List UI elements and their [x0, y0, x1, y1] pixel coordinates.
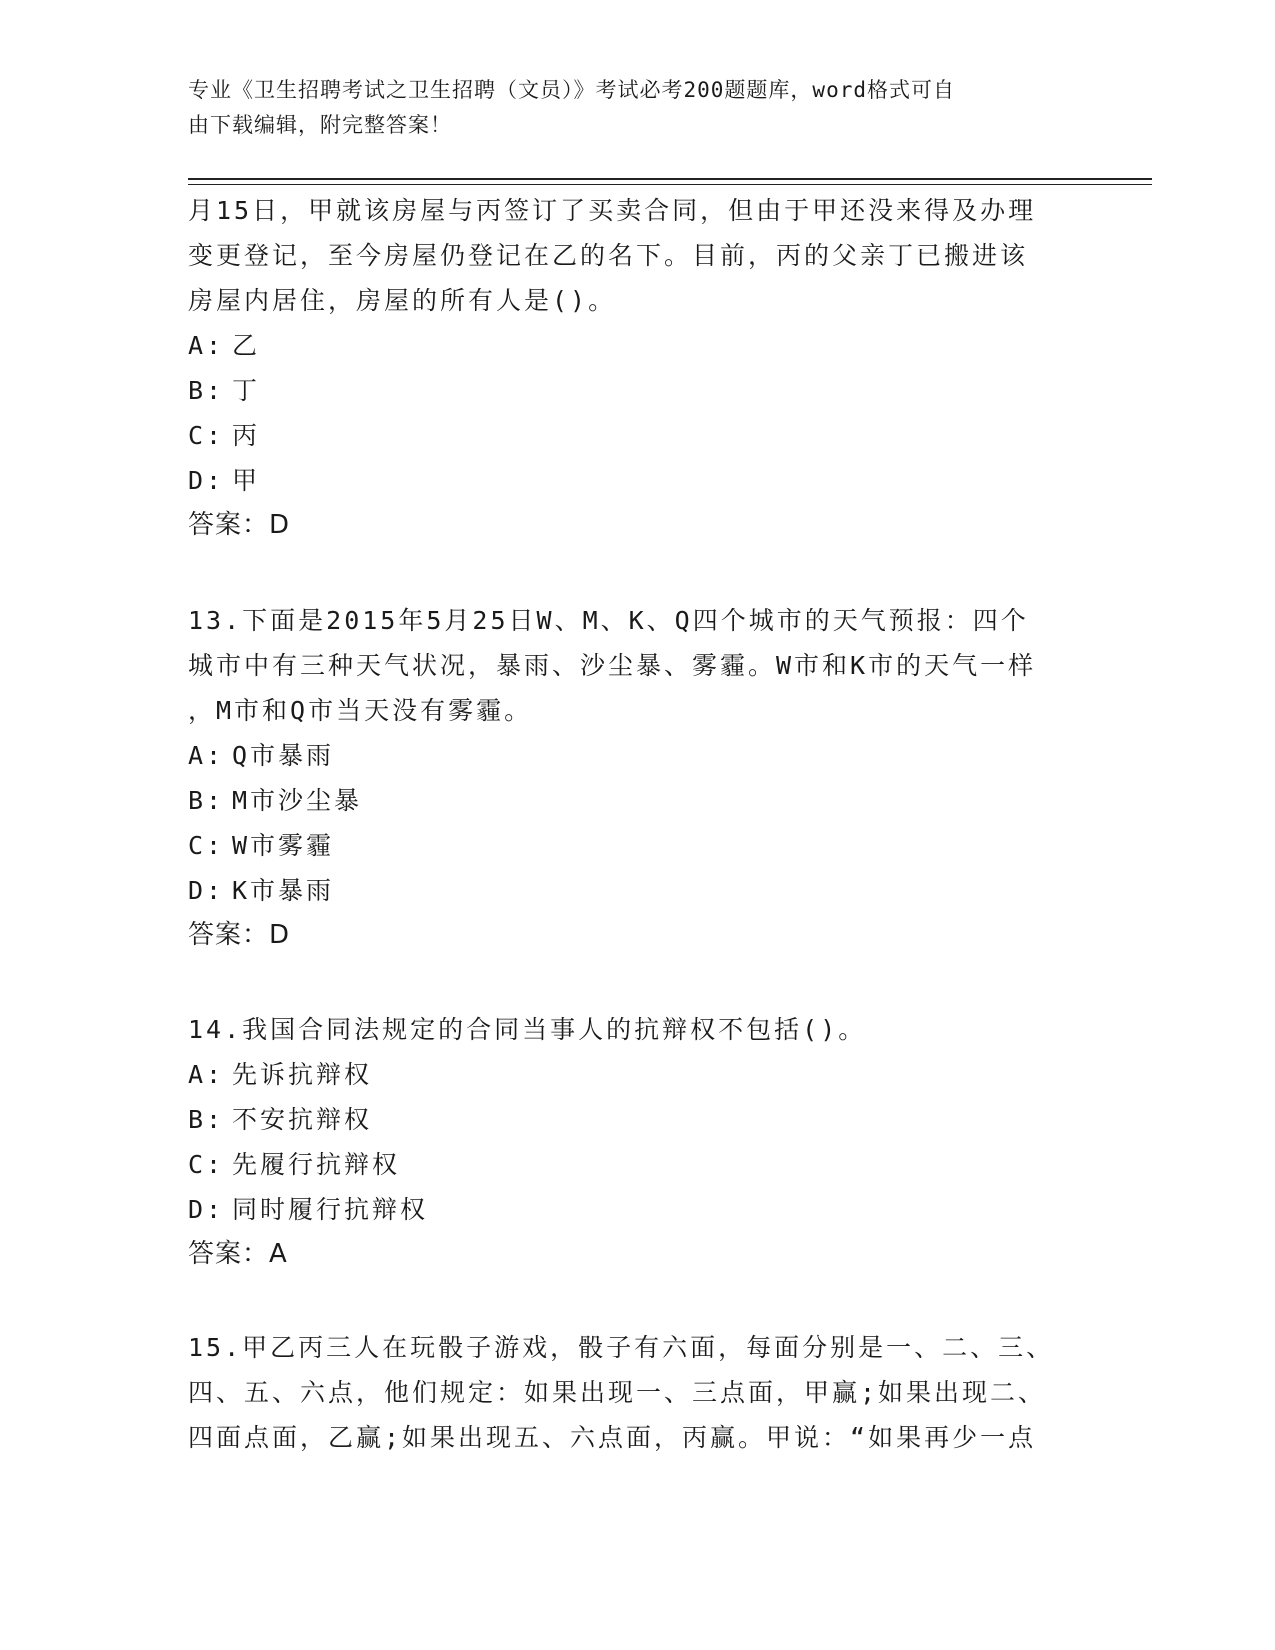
question-text-line: 城市中有三种天气状况，暴雨、沙尘暴、雾霾。W市和K市的天气一样 [188, 651, 1037, 680]
option-d: D: K市暴雨 [188, 876, 335, 905]
question-block-14 [188, 1007, 1088, 1277]
option-d: D: 同时履行抗辩权 [188, 1195, 429, 1224]
option-c: C: 先履行抗辩权 [188, 1150, 401, 1179]
answer-line: 答案：A [188, 1239, 288, 1269]
option-b: B: 不安抗辩权 [188, 1105, 373, 1134]
option-a: A: Q市暴雨 [188, 741, 335, 770]
option-d: D: 甲 [188, 466, 261, 495]
question-text-line: 15.甲乙丙三人在玩骰子游戏，骰子有六面，每面分别是一、二、三、 [188, 1333, 1055, 1362]
header-title-line-1: 专业《卫生招聘考试之卫生招聘（文员）》考试必考200题题库，word格式可自 [188, 78, 955, 102]
question-block-13 [188, 598, 1088, 958]
question-text-line: 房屋内居住，房屋的所有人是()。 [188, 286, 617, 315]
answer-line: 答案：D [188, 510, 291, 540]
question-text-line: ，M市和Q市当天没有雾霾。 [188, 696, 533, 725]
document-header [188, 73, 1088, 143]
option-a: A: 乙 [188, 331, 261, 360]
option-c: C: 丙 [188, 421, 261, 450]
option-b: B: 丁 [188, 376, 261, 405]
header-divider-thick [188, 178, 1152, 180]
question-block-12 [188, 188, 1088, 548]
answer-line: 答案：D [188, 920, 291, 950]
header-title-line-2: 由下载编辑，附完整答案！ [188, 113, 452, 137]
question-text-line: 13.下面是2015年5月25日W、M、K、Q四个城市的天气预报：四个 [188, 606, 1029, 635]
question-block-15 [188, 1325, 1088, 1460]
option-c: C: W市雾霾 [188, 831, 335, 860]
question-text-line: 变更登记，至今房屋仍登记在乙的名下。目前，丙的父亲丁已搬进该 [188, 241, 1029, 270]
option-a: A: 先诉抗辩权 [188, 1060, 373, 1089]
question-text-line: 四面点面，乙赢;如果出现五、六点面，丙赢。甲说：“如果再少一点 [188, 1423, 1037, 1452]
question-text-line: 14.我国合同法规定的合同当事人的抗辩权不包括()。 [188, 1015, 867, 1044]
option-b: B: M市沙尘暴 [188, 786, 363, 815]
header-divider-thin [188, 184, 1152, 185]
question-text-line: 月15日，甲就该房屋与丙签订了买卖合同，但由于甲还没来得及办理 [188, 196, 1037, 225]
question-text-line: 四、五、六点，他们规定：如果出现一、三点面，甲赢;如果出现二、 [188, 1378, 1047, 1407]
